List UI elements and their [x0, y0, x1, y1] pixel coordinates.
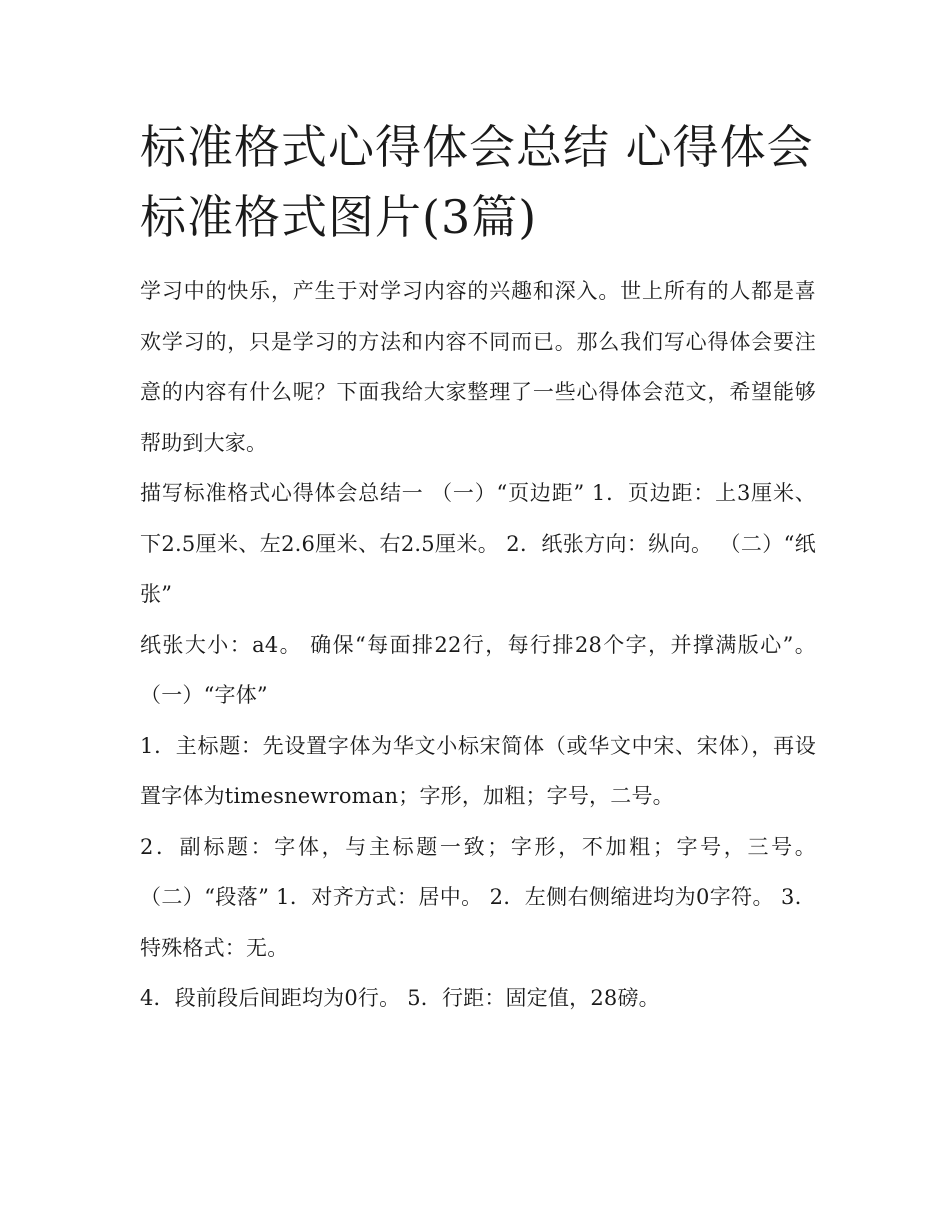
paragraph-margins: 描写标准格式心得体会总结一 （一）“页边距” 1．页边距：上3厘米、下2.5厘米、左2.6厘米、右2.5厘米。 2．纸张方向：纵向。 （二）“纸张”: [140, 481, 816, 606]
paragraph-spacing: 4．段前段后间距均为0行。 5．行距：固定值，28磅。: [140, 986, 660, 1010]
paragraph-intro: 学习中的快乐，产生于对学习内容的兴趣和深入。世上所有的人都是喜欢学习的，只是学习的方法和内容不同而已。那么我们写心得体会要注意的内容有什么呢？下面我给大家整理了一些心得体会范文，希望能够帮助到大家。: [140, 279, 816, 455]
paragraph-subtitle: 2．副标题：字体，与主标题一致；字形，不加粗；字号，三号。 （二）“段落” 1．对齐方式：居中。 2．左侧右侧缩进均为0字符。 3．特殊格式：无。: [140, 834, 816, 960]
paragraph-paper: 纸张大小：a4。 确保“每面排22行，每行排28个字，并撑满版心”。 （一）“字体”: [140, 632, 816, 707]
document-body: [140, 266, 816, 1024]
document-title: 标准格式心得体会总结 心得体会标准格式图片(3篇): [140, 120, 814, 244]
paragraph-main-title: 1．主标题：先设置字体为华文小标宋简体（或华文中宋、宋体），再设置字体为timesnewroman；字形，加粗；字号，二号。: [140, 733, 816, 808]
document-page: [140, 112, 816, 1024]
